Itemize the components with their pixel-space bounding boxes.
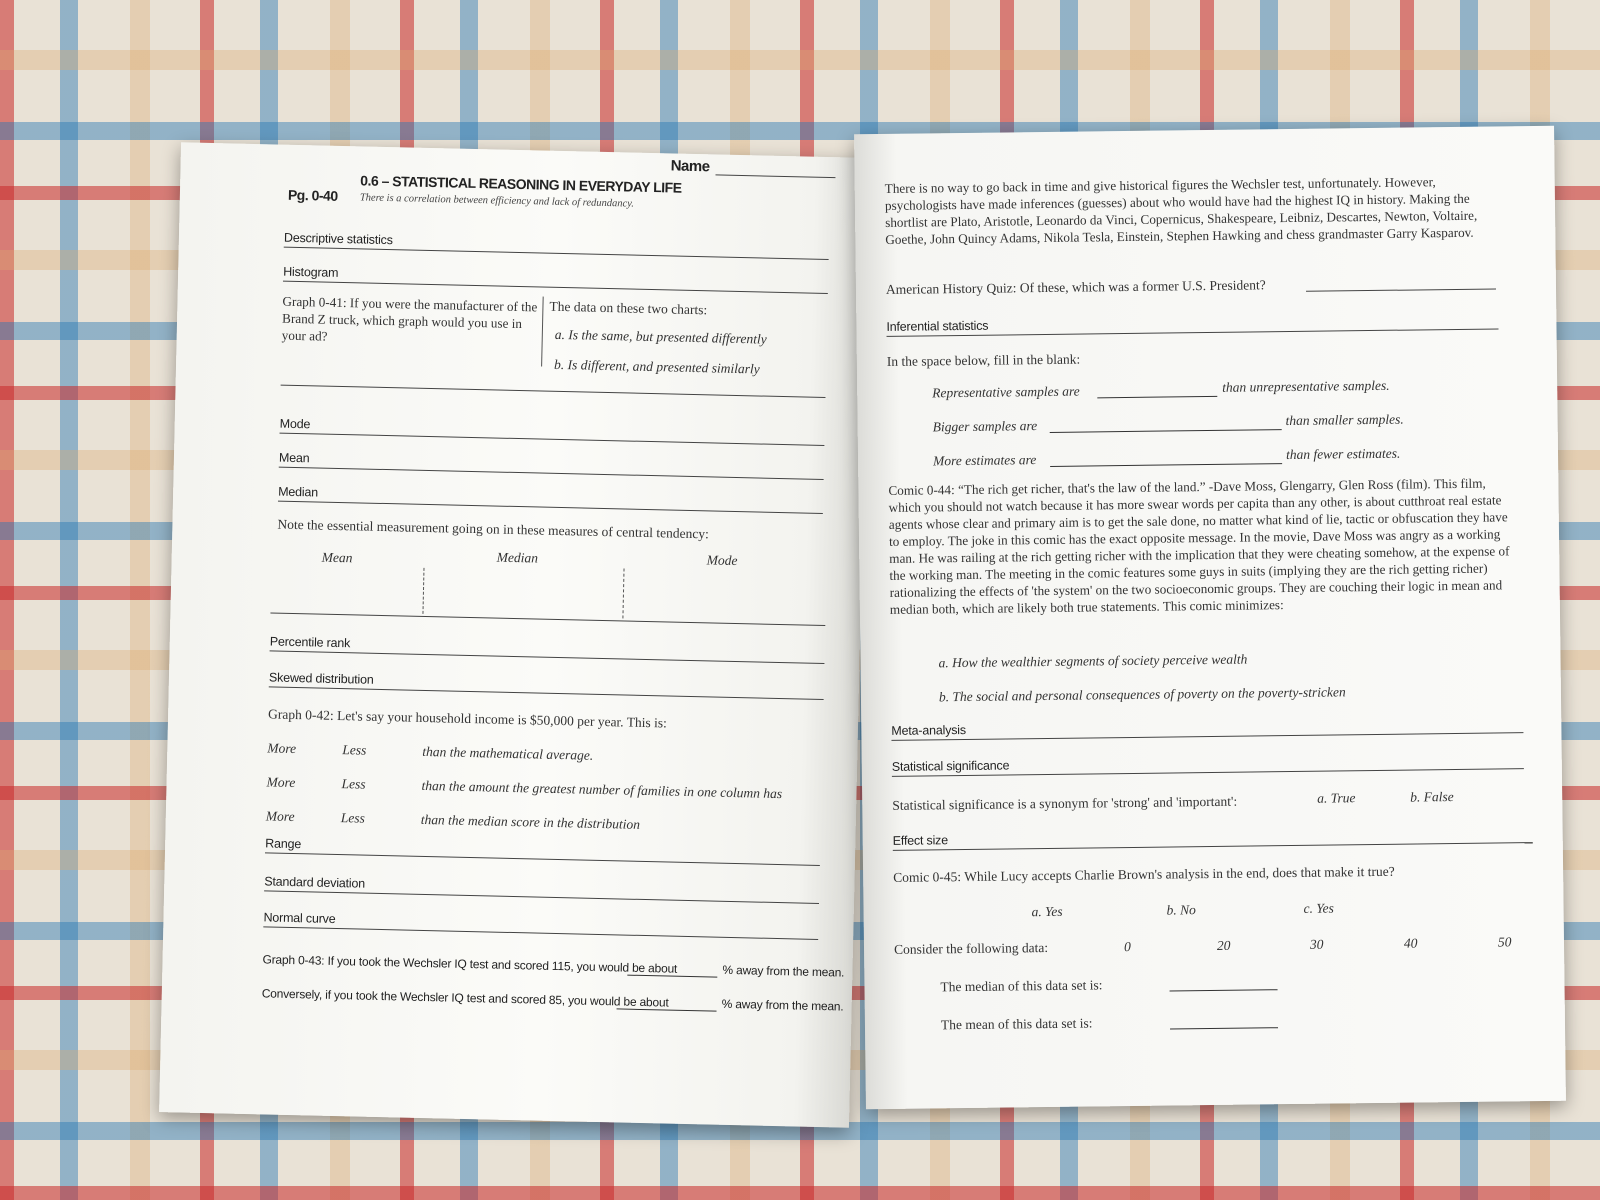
fill-blank-instruction: In the space below, fill in the blank: (886, 351, 1081, 369)
heading-statistical-significance: Statistical significance (891, 758, 1010, 774)
left-page (159, 142, 871, 1127)
answer-line-range[interactable] (265, 852, 820, 866)
history-quiz-answer-line[interactable] (1306, 288, 1496, 291)
median-answer-blank[interactable] (1169, 975, 1277, 991)
sentence2-blank[interactable] (1050, 415, 1282, 433)
column-divider-1 (422, 568, 424, 614)
column-mean: Mean (321, 549, 353, 566)
row2-more[interactable]: More (266, 774, 296, 791)
heading-mean: Mean (278, 450, 310, 466)
pct-away-b: % away from the mean. (721, 996, 844, 1014)
answer-line-mode[interactable] (280, 433, 825, 446)
row2-text: than the amount the greatest number of families in one column has (421, 777, 783, 802)
row3-less[interactable]: Less (340, 810, 365, 826)
comic45-option-b[interactable]: b. No (1166, 902, 1196, 918)
significance-false[interactable]: b. False (1410, 789, 1454, 805)
row1-more[interactable]: More (267, 740, 297, 757)
mean-answer-blank[interactable] (1170, 1013, 1278, 1029)
graph-0-43-question-b: Conversely, if you took the Wechsler IQ test and scored 85, you would be about (261, 986, 669, 1010)
data-value: 40 (1403, 935, 1418, 951)
answer-line-descriptive[interactable] (284, 247, 829, 260)
graph-0-42-question: Graph 0-42: Let's say your household income is $50,000 per year. This is: (267, 706, 668, 731)
answer-line-mean[interactable] (279, 467, 824, 480)
answer-line-central-tendency[interactable] (270, 612, 825, 626)
heading-percentile-rank: Percentile rank (269, 634, 351, 651)
answer-line-skewed[interactable] (269, 686, 824, 700)
central-tendency-note: Note the essential measurement going on in these measures of central tendency: (277, 516, 709, 542)
sentence2-start: Bigger samples are (932, 418, 1038, 435)
sentence1-blank[interactable] (1097, 382, 1217, 398)
row2-less[interactable]: Less (341, 776, 366, 792)
heading-histogram: Histogram (283, 264, 339, 280)
answer-line-median[interactable] (278, 501, 823, 514)
column-mode: Mode (706, 552, 738, 569)
heading-mode: Mode (279, 416, 311, 432)
charts-question: The data on these two charts: (549, 298, 708, 318)
sentence1-start: Representative samples are (932, 383, 1080, 401)
comic44-option-b[interactable]: b. The social and personal consequences of poverty on the poverty-stricken (938, 684, 1346, 705)
comic44-option-a[interactable]: a. How the wealthier segments of society perceive wealth (938, 651, 1248, 671)
graph-0-41-question: Graph 0-41: If you were the manufacturer of the Brand Z truck, which graph would you use in your ad? (281, 293, 538, 344)
name-field[interactable] (715, 174, 835, 178)
comic-0-45-question: Comic 0-45: While Lucy accepts Charlie Brown's analysis in the end, does that make it true? (893, 863, 1395, 885)
heading-inferential-statistics: Inferential statistics (886, 318, 989, 334)
row3-more[interactable]: More (265, 808, 295, 825)
sentence1-end: than unrepresentative samples. (1222, 377, 1390, 395)
row1-less[interactable]: Less (342, 742, 367, 758)
heading-median: Median (278, 484, 319, 500)
data-label: Consider the following data: (893, 940, 1049, 957)
answer-line-effect-size[interactable] (893, 842, 1533, 851)
name-label: Name (670, 157, 710, 176)
heading-meta-analysis: Meta-analysis (891, 722, 966, 738)
answer-line-histogram[interactable] (283, 281, 828, 294)
answer-line-sd[interactable] (264, 890, 819, 904)
data-value: 20 (1216, 937, 1231, 953)
significance-question: Statistical significance is a synonym for 'strong' and 'important': (892, 793, 1238, 813)
data-value: 50 (1497, 934, 1512, 950)
sentence3-blank[interactable] (1050, 449, 1282, 467)
charts-option-b[interactable]: b. Is different, and presented similarly (553, 356, 760, 377)
mean-question: The mean of this data set is: (940, 1015, 1093, 1033)
worksheet-subtitle: There is a correlation between efficiency and lack of redundancy. (359, 192, 635, 210)
median-question: The median of this data set is: (940, 977, 1103, 995)
sentence3-start: More estimates are (932, 452, 1037, 469)
significance-true[interactable]: a. True (1317, 790, 1356, 806)
heading-normal-curve: Normal curve (263, 910, 336, 926)
graph-0-43-question-a: Graph 0-43: If you took the Wechsler IQ test and scored 115, you would be about (262, 952, 678, 976)
iq-115-blank[interactable] (627, 961, 717, 978)
sentence2-end: than smaller samples. (1285, 411, 1404, 429)
data-value: 30 (1309, 936, 1324, 952)
divider (541, 297, 544, 367)
worksheet-title: 0.6 – STATISTICAL REASONING IN EVERYDAY LIFE (360, 172, 682, 196)
answer-line-percentile[interactable] (270, 650, 825, 664)
comic45-option-a[interactable]: a. Yes (1031, 903, 1063, 920)
pct-away-a: % away from the mean. (722, 962, 845, 980)
answer-line-graph41[interactable] (281, 385, 826, 398)
column-divider-2 (622, 568, 624, 618)
answer-line-normal[interactable] (263, 926, 818, 940)
comic-0-44-paragraph: Comic 0-44: “The rich get richer, that's the law of the land.” -Dave Moss, Glengarry, Glen Ross (film). This film, which you should not watch because it has more swear words per capita than any other, is about cutthroat real estate agents whose clear and primary aim is to get the sale done, no matter what kind of lie, tactic or obfuscation they have to employ. The joke in this comic has the exact opposite message. In the movie, Dave Moss was angry as a working man. He was railing at the rich getting richer with the implication that they were cheating somehow, at the expense of the working man. The meeting in the comic features some guys in suits (implying they are the rich getting richer) rationalizing the effects of 'the system' on the two socioeconomic groups. They are couching their logic in mean and median both, which are likely both true statements. This comic minimizes: (888, 475, 1510, 617)
page-number: Pg. 0-40 (287, 186, 338, 204)
iq-85-blank[interactable] (617, 994, 717, 1011)
data-value: 0 (1123, 938, 1131, 955)
charts-option-a[interactable]: a. Is the same, but presented differently (554, 326, 767, 347)
heading-descriptive-statistics: Descriptive statistics (283, 230, 393, 248)
heading-standard-deviation: Standard deviation (264, 874, 366, 891)
column-median: Median (496, 549, 539, 566)
history-quiz-question: American History Quiz: Of these, which was a former U.S. President? (885, 277, 1266, 297)
comic45-option-c[interactable]: c. Yes (1303, 900, 1334, 916)
answer-line-meta[interactable] (891, 732, 1523, 741)
heading-range: Range (265, 836, 302, 852)
right-page (854, 126, 1566, 1109)
sentence3-end: than fewer estimates. (1285, 445, 1401, 463)
heading-skewed-distribution: Skewed distribution (268, 670, 374, 687)
row3-text: than the median score in the distribution (420, 811, 641, 832)
row1-text: than the mathematical average. (422, 743, 594, 763)
heading-effect-size: Effect size (892, 833, 949, 848)
iq-history-paragraph: There is no way to go back in time and give historical figures the Wechsler test, unfortunately. However, psychologists have made inferences (guesses) about who would have had the highest IQ in history. Making the shortlist are Plato, Aristotle, Leonardo da Vinci, Copernicus, Shakespeare, Leibniz, Descartes, Newton, Voltaire, Goethe, John Quincy Adams, Nikola Tesla, Einstein, Stephen Hawking and chess grandmaster Garry Kasparov. (884, 174, 1478, 247)
